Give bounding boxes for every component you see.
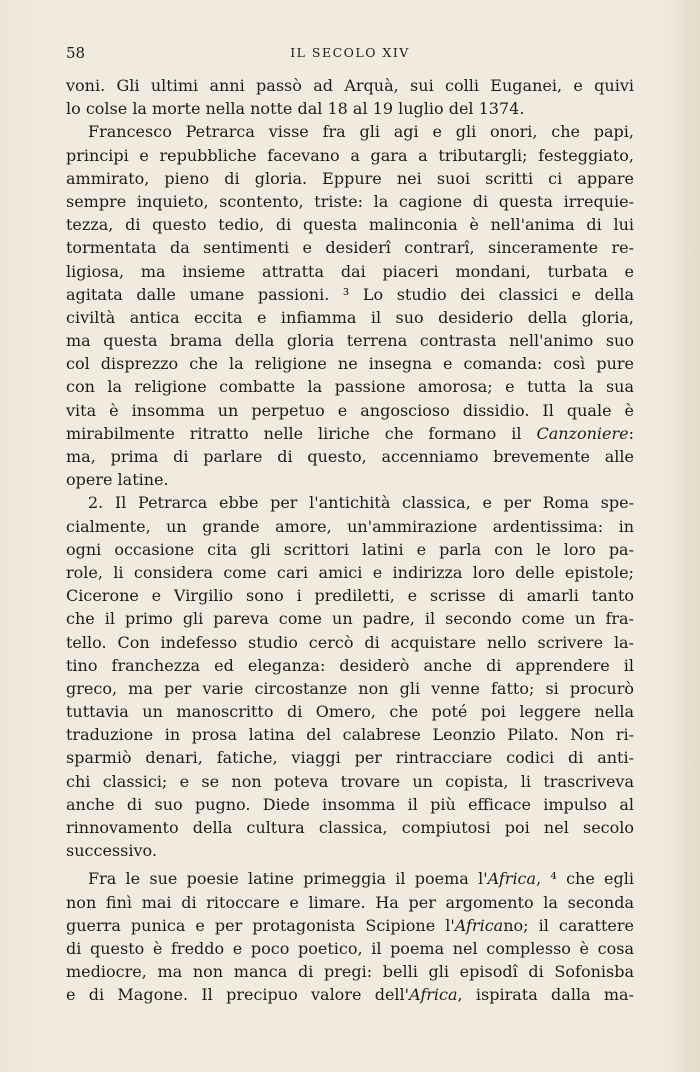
text-line: che il primo gli pareva come un padre, il secondo come un fra- — [66, 609, 634, 629]
text-line: sempre inquieto, scontento, triste: la cagione di questa irrequie- — [66, 191, 634, 211]
text-line: mirabilmente ritratto nelle liriche che formano il Canzoniere: — [66, 423, 634, 443]
text-line: ligiosa, ma insieme attratta dai piaceri mondani, turbata e — [66, 261, 634, 281]
text-line: rinnovamento della cultura classica, compiutosi poi nel secolo — [66, 818, 634, 837]
text-line: vita è insomma un perpetuo e angoscioso dissidio. Il quale è — [66, 400, 634, 420]
text-line: principi e repubbliche facevano a gara a tributargli; festeggiato, — [66, 145, 634, 165]
text-line: tormentata da sentimenti e desiderî contrarî, sinceramente re- — [66, 238, 634, 258]
paragraph — [66, 74, 634, 120]
page-number: 58 — [66, 44, 86, 62]
text-line: civiltà antica eccita e infiamma il suo desiderio della gloria, — [66, 307, 634, 327]
page-header — [66, 44, 634, 68]
text-line: opere latine. — [66, 470, 169, 490]
text-line: cialmente, un grande amore, un'ammirazione ardentissima: in — [66, 516, 634, 536]
text-line: ammirato, pieno di gloria. Eppure nei suoi scritti ci appare — [66, 168, 634, 188]
text-line: sparmiò denari, fatiche, viaggi per rintracciare codici di anti- — [66, 748, 634, 768]
text-line: Fra le sue poesie latine primeggia il poema l'Africa, ⁴ che egli — [88, 869, 634, 889]
text-line: guerra punica e per protagonista Scipione l'Africano; il carattere — [66, 915, 634, 935]
text-line: 2. Il Petrarca ebbe per l'antichità classica, e per Roma spe- — [88, 493, 634, 513]
body-text — [66, 74, 634, 1007]
text-line: tino franchezza ed eleganza: desiderò anche di apprendere il — [66, 655, 634, 675]
text-line: non finì mai di ritoccare e limare. Ha per argomento la seconda — [66, 892, 634, 912]
text-line: voni. Gli ultimi anni passò ad Arquà, sui colli Euganei, e quivi — [66, 76, 634, 95]
text-line: role, li considera come cari amici e indirizza loro delle epistole; — [66, 562, 634, 582]
text-line: tezza, di questo tedio, di questa malinconia è nell'anima di lui — [66, 215, 634, 235]
text-line: col disprezzo che la religione ne insegna e comanda: così pure — [66, 354, 634, 374]
text-line: anche di suo pugno. Diede insomma il più efficace impulso al — [66, 794, 634, 814]
text-line: lo colse la morte nella notte dal 18 al 19 luglio del 1374. — [66, 99, 525, 119]
text-line: ma questa brama della gloria terrena contrasta nell'animo suo — [66, 331, 634, 351]
text-line: mediocre, ma non manca di pregi: belli gli episodî di Sofonisba — [66, 962, 634, 982]
paragraph — [66, 491, 634, 862]
text-line: chi classici; e se non poteva trovare un copista, li trascriveva — [66, 771, 634, 791]
text-line: con la religione combatte la passione amorosa; e tutta la sua — [66, 377, 634, 397]
text-line: successivo. — [66, 841, 157, 861]
text-line: ogni occasione cita gli scrittori latini e parla con le loro pa- — [66, 539, 634, 559]
text-line: traduzione in prosa latina del calabrese Leonzio Pilato. Non ri- — [66, 725, 634, 745]
text-line: di questo è freddo e poco poetico, il poema nel complesso è cosa — [66, 938, 634, 958]
paragraph — [66, 120, 634, 491]
text-line: Francesco Petrarca visse fra gli agi e gli onori, che papi, — [88, 122, 634, 142]
running-head: IL SECOLO XIV — [290, 45, 410, 60]
text-line: e di Magone. Il precipuo valore dell'Africa, ispirata dalla ma- — [66, 985, 634, 1005]
text-line: tello. Con indefesso studio cercò di acquistare nello scrivere la- — [66, 632, 634, 652]
text-line: greco, ma per varie circostanze non gli venne fatto; si procurò — [66, 678, 634, 698]
paragraph — [66, 867, 634, 1006]
text-line: tuttavia un manoscritto di Omero, che poté poi leggere nella — [66, 702, 634, 722]
text-line: ma, prima di parlare di questo, accenniamo brevemente alle — [66, 447, 634, 466]
text-line: agitata dalle umane passioni. ³ Lo studio dei classici e della — [66, 284, 634, 304]
text-line: Cicerone e Virgilio sono i prediletti, e scrisse di amarli tanto — [66, 586, 634, 606]
